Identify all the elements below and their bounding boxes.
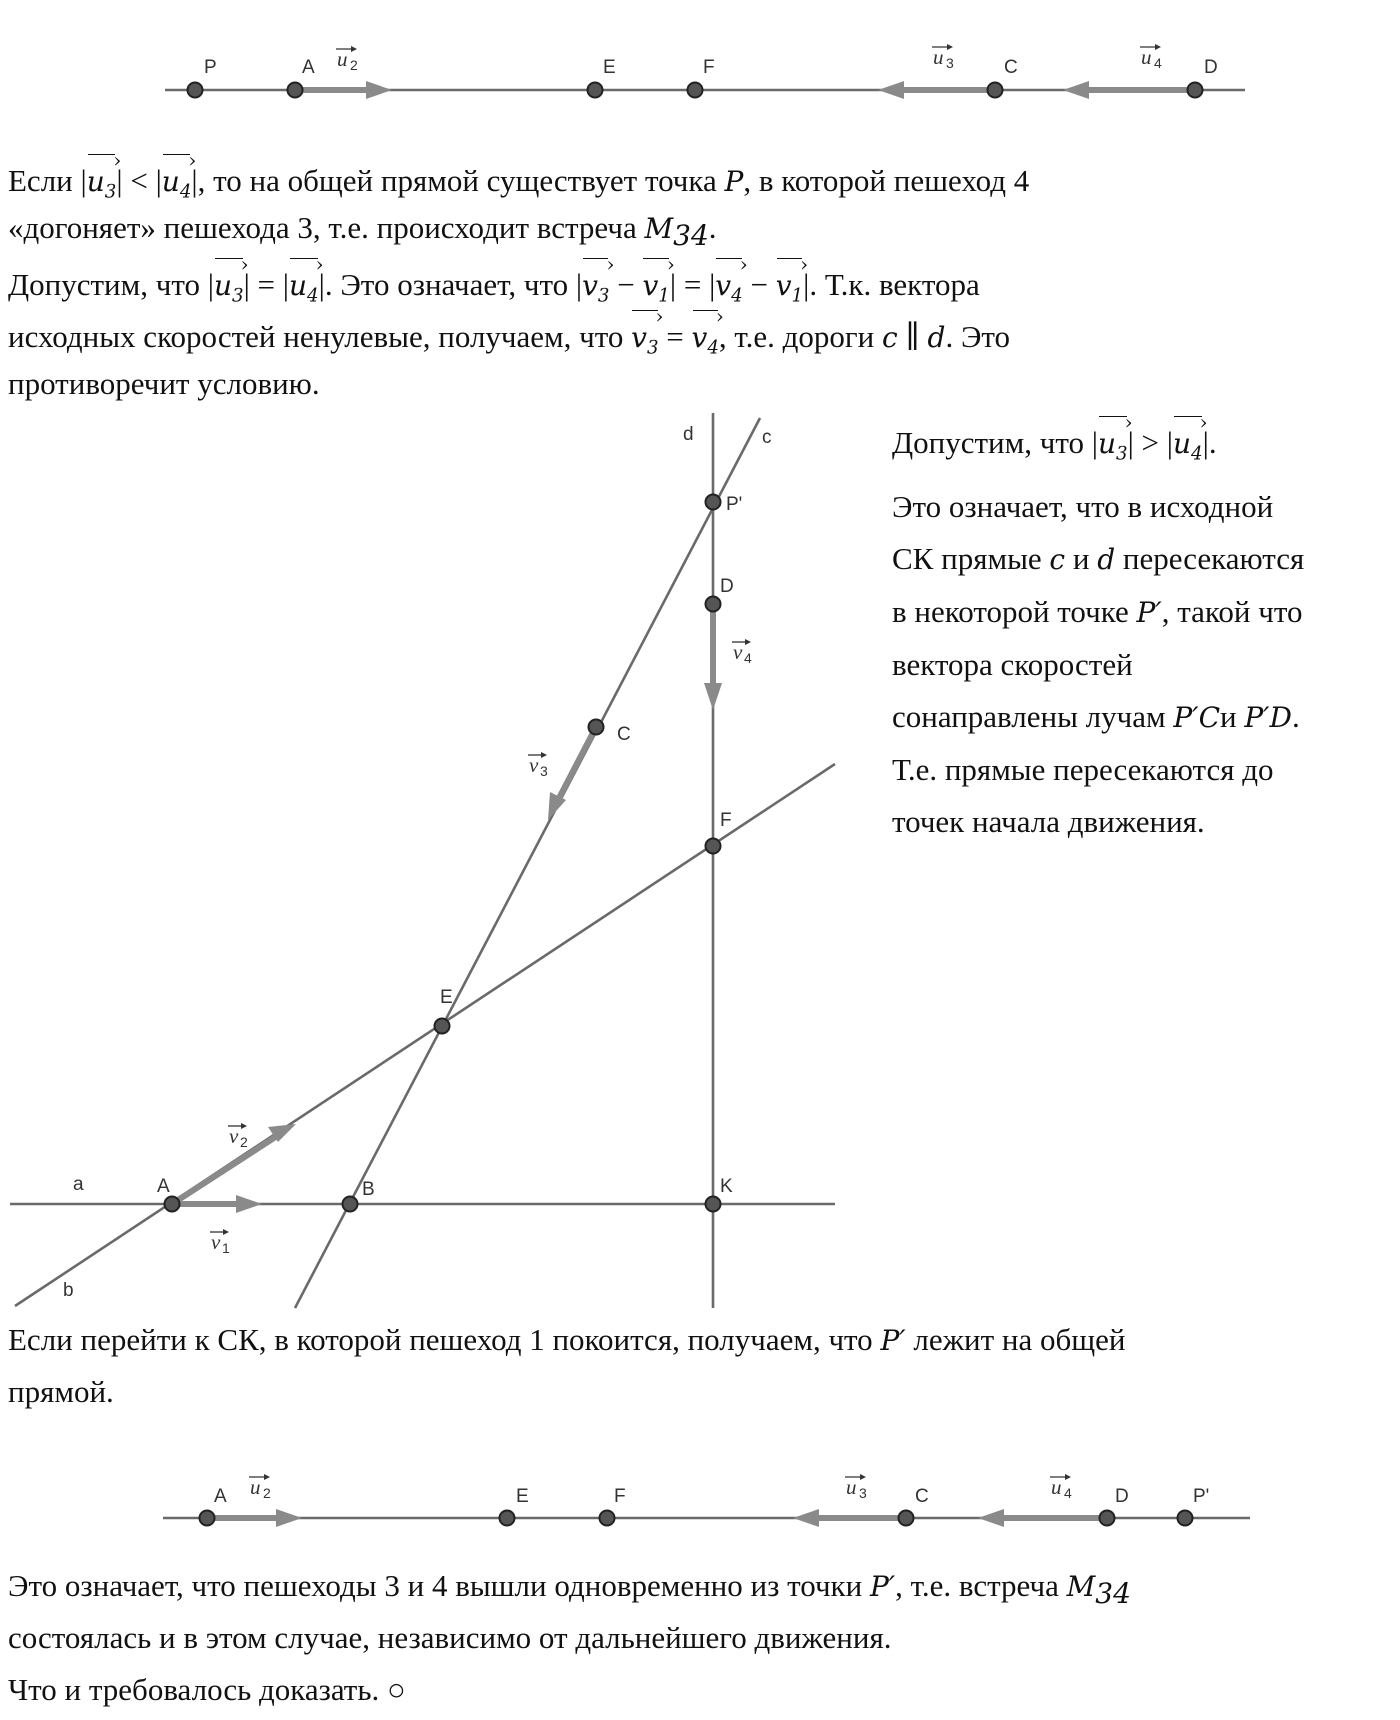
- label-A: A: [302, 57, 315, 78]
- side-line-2: Это означает, что в исходной: [892, 488, 1274, 524]
- text-line-9: состоялась и в этом случае, независимо от дальнейшего движения.: [8, 1620, 892, 1655]
- text-line-7: прямой.: [8, 1374, 114, 1409]
- label-line-c: c: [762, 427, 772, 448]
- point-P-prime: [706, 495, 721, 510]
- text-line-3: Допустим, что $|u_3$ ›| = $|u_4$ ›|. Это означает, что $|v_3$ › − $v_1$ ›| = $|v_4$ › − $v_1$ ›|. Т.к. вектора: [8, 254, 980, 323]
- point-F: [600, 1511, 615, 1526]
- vector-label-v3: [528, 752, 548, 779]
- vector-label-v2: [228, 1123, 248, 1150]
- svg-text:u: u: [1051, 1475, 1062, 1499]
- diagram-bottom: [0, 1470, 1400, 1540]
- point-B: [343, 1197, 358, 1212]
- point-C: [589, 720, 604, 735]
- svg-text:3: 3: [946, 55, 954, 71]
- point-P: [188, 83, 203, 98]
- svg-text:v: v: [529, 753, 539, 777]
- point-C: [899, 1511, 914, 1526]
- text-line-10: Что и требовалось доказать. ○: [8, 1672, 406, 1707]
- label-D: D: [1204, 57, 1218, 78]
- point-K: [706, 1197, 721, 1212]
- svg-text:3: 3: [540, 763, 548, 779]
- text-line-2: «догоняет» пешехода 3, т.е. происходит встреча $M_{34}$.: [8, 210, 717, 253]
- point-E: [588, 83, 603, 98]
- label-K: K: [720, 1176, 733, 1197]
- svg-text:2: 2: [263, 1485, 271, 1501]
- point-E: [500, 1511, 515, 1526]
- svg-text:u: u: [337, 47, 348, 71]
- label-C: C: [1004, 57, 1018, 78]
- vector-label-u4: [1140, 44, 1162, 71]
- text-line-5: противоречит условию.: [8, 366, 320, 401]
- label-B: B: [362, 1179, 375, 1200]
- point-D: [706, 597, 721, 612]
- vector-label-u2: [249, 1474, 271, 1501]
- point-D: [1100, 1511, 1115, 1526]
- side-line-6: сонаправлены лучам P′Cи P′D.: [892, 698, 1300, 734]
- point-F: [688, 83, 703, 98]
- label-C: C: [617, 724, 631, 745]
- svg-text:u: u: [933, 45, 944, 69]
- vector-label-u3: [845, 1474, 867, 1501]
- label-line-a: a: [73, 1174, 84, 1195]
- vector-label-v1: [210, 1229, 230, 1256]
- text-line-6: Если перейти к СК, в которой пешеход 1 покоится, получаем, что P′ лежит на общей: [8, 1322, 1126, 1357]
- label-line-d: d: [683, 424, 694, 445]
- side-line-5: вектора скоростей: [892, 646, 1133, 682]
- point-F: [706, 839, 721, 854]
- side-text: [892, 412, 1304, 848]
- label-P: P: [204, 57, 217, 78]
- vector-label-u3: [932, 44, 954, 71]
- point-D: [1188, 83, 1203, 98]
- diagram-main: [0, 400, 870, 1310]
- line-c: [295, 418, 760, 1308]
- label-E: E: [440, 987, 453, 1008]
- point-A: [288, 83, 303, 98]
- svg-text:v: v: [733, 640, 743, 664]
- vector-label-u4: [1050, 1474, 1072, 1501]
- label-A: A: [214, 1486, 227, 1507]
- label-C: C: [915, 1486, 929, 1507]
- svg-text:v: v: [229, 1124, 239, 1148]
- label-D: D: [1115, 1486, 1129, 1507]
- label-line-b: b: [63, 1280, 74, 1301]
- svg-text:4: 4: [744, 650, 752, 666]
- label-F: F: [703, 57, 715, 78]
- svg-text:4: 4: [1064, 1485, 1072, 1501]
- side-line-8: точек начала движения.: [892, 803, 1205, 839]
- text-line-1: Если $|u_3$ ›| < $|u_4$ ›|, то на общей прямой существует точка P, в которой пешеход 4: [8, 150, 1029, 219]
- vector-label-v4: [732, 639, 752, 666]
- point-P-prime: [1178, 1511, 1193, 1526]
- side-line-1: Допустим, что $|u_3$ ›| > $|u_4$ ›|.: [892, 412, 1304, 481]
- label-E: E: [603, 57, 616, 78]
- svg-text:u: u: [846, 1475, 857, 1499]
- point-C: [988, 83, 1003, 98]
- label-E: E: [516, 1486, 529, 1507]
- label-F: F: [720, 810, 732, 831]
- vector-label-u2: [336, 46, 358, 73]
- text-line-8: Это означает, что пешеходы 3 и 4 вышли одновременно из точки P′, т.е. встреча $M_{34}$: [8, 1568, 1131, 1611]
- svg-text:3: 3: [859, 1485, 867, 1501]
- svg-text:1: 1: [222, 1240, 230, 1256]
- point-A: [200, 1511, 215, 1526]
- svg-text:4: 4: [1154, 55, 1162, 71]
- svg-text:v: v: [211, 1230, 221, 1254]
- diagram-top: [0, 40, 1400, 110]
- svg-text:2: 2: [240, 1134, 248, 1150]
- svg-text:u: u: [250, 1475, 261, 1499]
- point-A: [165, 1197, 180, 1212]
- label-P-prime: P': [1193, 1486, 1210, 1507]
- label-P-prime: P': [726, 494, 743, 515]
- side-line-3: СК прямые c и d пересекаются: [892, 540, 1305, 576]
- label-F: F: [614, 1486, 626, 1507]
- label-D: D: [720, 576, 734, 597]
- svg-text:2: 2: [350, 57, 358, 73]
- point-E: [435, 1019, 450, 1034]
- label-A: A: [157, 1176, 170, 1197]
- side-line-7: Т.е. прямые пересекаются до: [892, 751, 1274, 787]
- side-line-4: в некоторой точке P′, такой что: [892, 593, 1303, 629]
- svg-text:u: u: [1141, 45, 1152, 69]
- text-line-4: исходных скоростей ненулевые, получаем, что $v_3$ › = $v_4$ ›, т.е. дороги c ∥ d. Это: [8, 306, 1010, 375]
